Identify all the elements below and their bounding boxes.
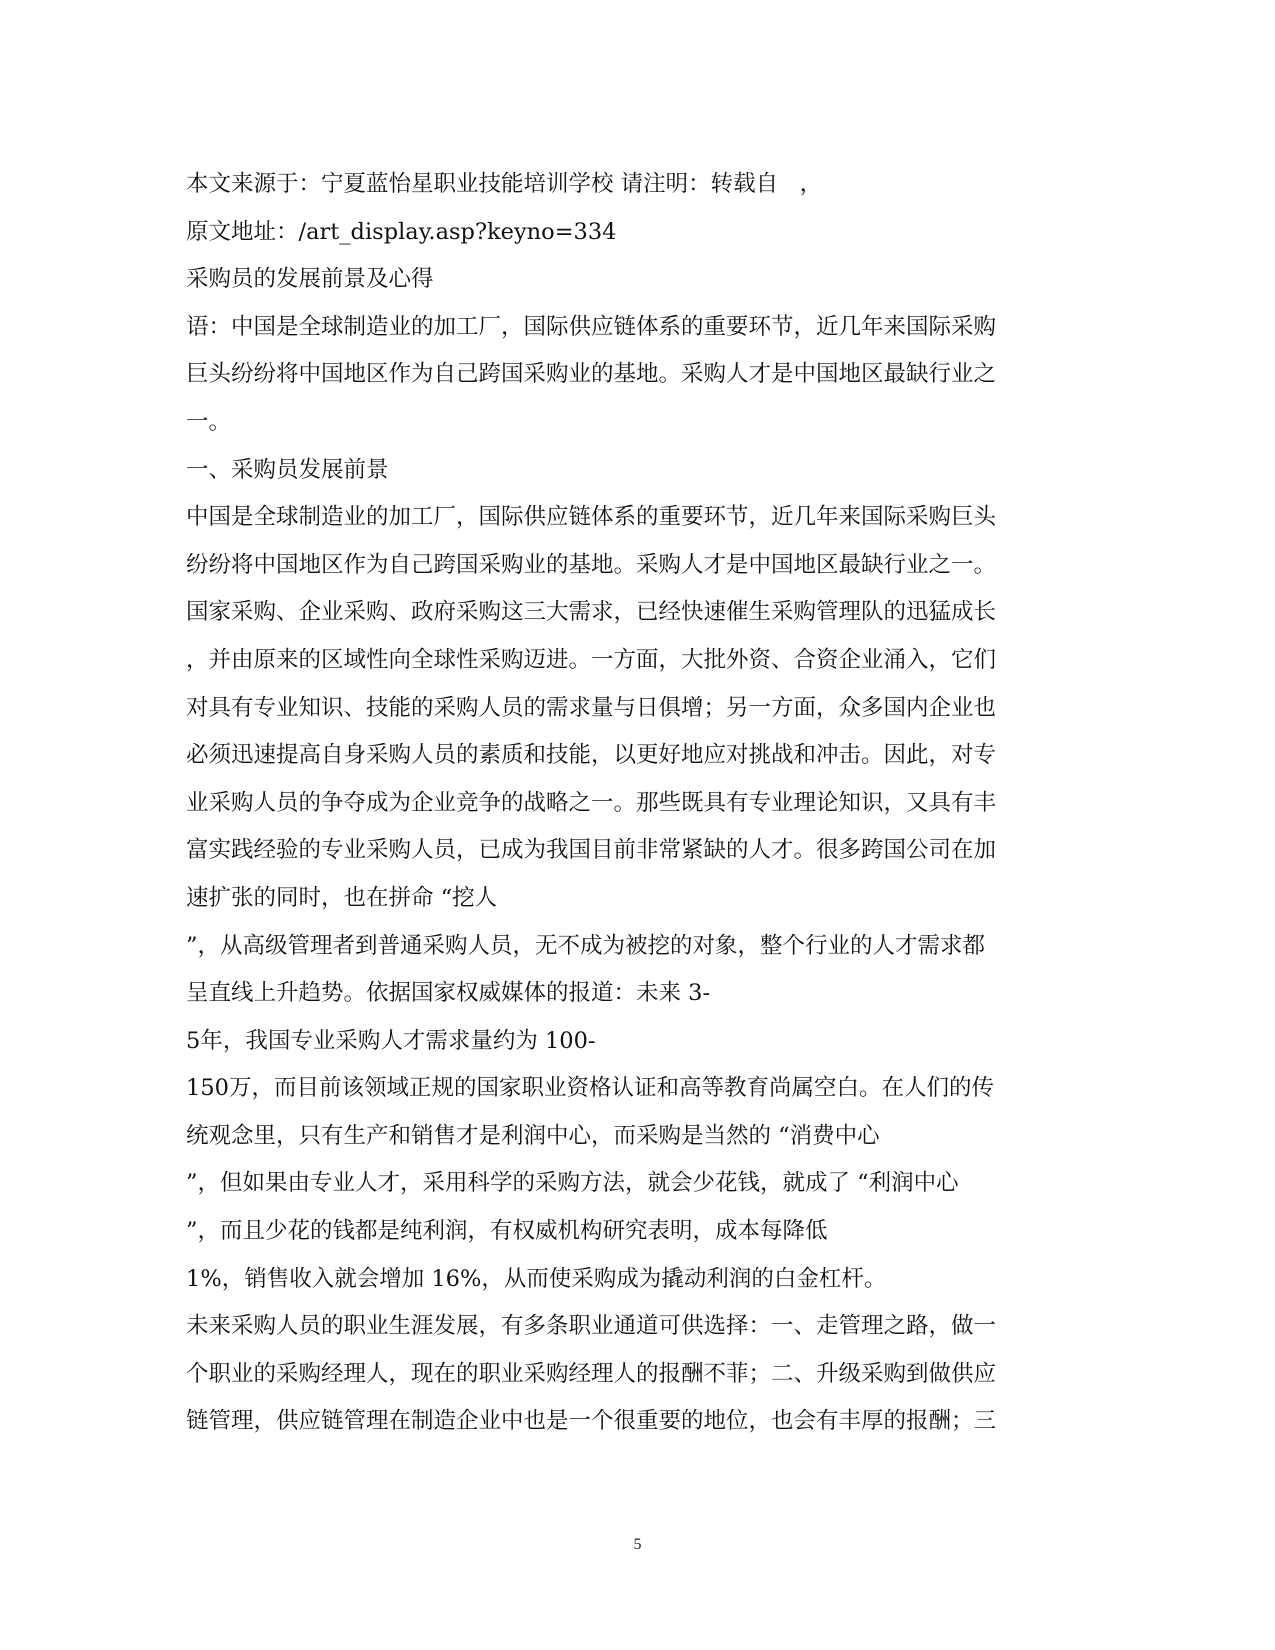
article-title: 采购员的发展前景及心得 [186, 266, 434, 293]
body-line: 一。 [186, 408, 232, 435]
body-line: 富实践经验的专业采购人员，已成为我国目前非常紧缺的人才。很多跨国公司在加 [186, 837, 997, 864]
source-line: 本文来源于：宁夏蓝怡星职业技能培训学校 请注明：转载自 ， [186, 171, 823, 197]
body-line: 呈直线上升趋势。依据国家权威媒体的报道：未来 3- [186, 980, 711, 1007]
source-url-line: 原文地址：/art_display.asp?keyno=334 [186, 218, 617, 245]
body-line: 未来采购人员的职业生涯发展，有多条职业通道可供选择：一、走管理之路，做一 [186, 1313, 997, 1340]
body-line: 中国是全球制造业的加工厂，国际供应链体系的重要环节，近几年来国际采购巨头 [186, 504, 997, 531]
body-line: 统观念里，只有生产和销售才是利润中心，而采购是当然的 “消费中心 [186, 1122, 880, 1149]
body-line: 150万，而目前该领域正规的国家职业资格认证和高等教育尚属空白。在人们的传 [186, 1075, 994, 1102]
body-line: 1%，销售收入就会增加 16%，从而使采购成为撬动利润的白金杠杆。 [186, 1265, 887, 1292]
body-line: 5年，我国专业采购人才需求量约为 100- [186, 1027, 596, 1054]
document-body [186, 161, 1086, 1446]
body-line: 速扩张的同时，也在拼命 “挖人 [186, 884, 498, 911]
body-line: ，并由原来的区域性向全球性采购迈进。一方面，大批外资、合资企业涌入，它们 [186, 646, 997, 673]
body-line: 链管理，供应链管理在制造企业中也是一个很重要的地位，也会有丰厚的报酬；三 [186, 1408, 997, 1435]
body-line: ”，而且少花的钱都是纯利润，有权威机构研究表明，成本每降低 [186, 1218, 828, 1245]
body-line: 巨头纷纷将中国地区作为自己跨国采购业的基地。采购人才是中国地区最缺行业之 [186, 361, 997, 388]
body-line: 个职业的采购经理人，现在的职业采购经理人的报酬不菲；二、升级采购到做供应 [186, 1360, 997, 1387]
body-line: ”，但如果由专业人才，采用科学的采购方法，就会少花钱，就成了 “利润中心 [186, 1170, 959, 1197]
page-number: 5 [633, 1536, 642, 1553]
body-line: 国家采购、企业采购、政府采购这三大需求，已经快速催生采购管理队的迅猛成长 [186, 599, 997, 626]
body-line: 对具有专业知识、技能的采购人员的需求量与日俱增；另一方面，众多国内企业也 [186, 694, 997, 721]
section-heading: 一、采购员发展前景 [186, 456, 389, 483]
body-line: 业采购人员的争夺成为企业竞争的战略之一。那些既具有专业理论知识，又具有丰 [186, 789, 997, 816]
body-line: 纷纷将中国地区作为自己跨国采购业的基地。采购人才是中国地区最缺行业之一。 [186, 551, 997, 578]
body-line: 必须迅速提高自身采购人员的素质和技能，以更好地应对挑战和冲击。因此，对专 [186, 742, 997, 769]
body-line: 语：中国是全球制造业的加工厂，国际供应链体系的重要环节，近几年来国际采购 [186, 313, 997, 340]
body-line: ”，从高级管理者到普通采购人员，无不成为被挖的对象，整个行业的人才需求都 [186, 932, 986, 959]
